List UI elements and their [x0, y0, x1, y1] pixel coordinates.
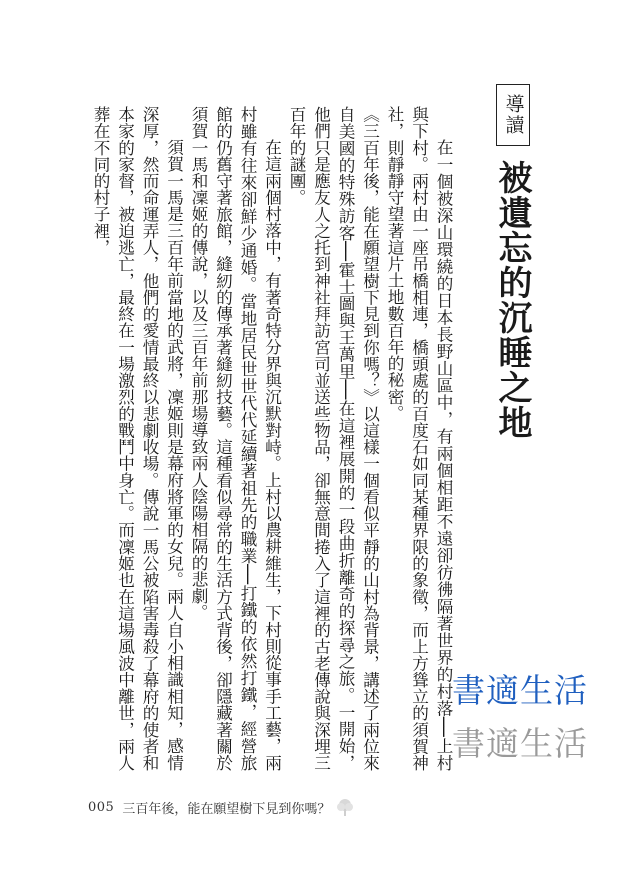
watermark-secondary: 書適生活	[452, 724, 588, 763]
page-footer	[88, 796, 356, 818]
section-label: 導讀	[502, 94, 525, 136]
chapter-title: 被遺忘的沉睡之地	[492, 160, 532, 440]
paragraph-4: 須賀一馬是三百年前當地的武將，凜姬則是幕府將軍的女兒。兩人自小相識相知，感情深厚，然而命運弄人，他們的愛情最終以悲劇收場。傳說一馬公被陷害毒殺了幕府的使者和本家的家督，被迫逃亡，最終在一場激烈的戰鬥中身亡。而凜姬也在這場風波中離世，兩人葬在不同的村子裡，	[91, 106, 184, 771]
watermark-primary: 書適生活	[452, 671, 588, 710]
tree-icon	[334, 796, 356, 818]
running-title: 三百年後，能在願望樹下見到你嗎？	[122, 801, 331, 817]
section-label-box	[496, 84, 530, 146]
paragraph-2: 《三百年後，能在願望樹下見到你嗎？》以這樣一個看似平靜的山村為背景，講述了兩位來自美國的特殊訪客──霍士圖與王萬里──在這裡展開的一段曲折離奇的探尋之旅。一開始，他們只是應友人之托到神社拜訪宮司並送些物品，卻無意間捲入了這裡的古老傳說與深埋三百年的謎團。	[287, 106, 380, 771]
paragraph-1: 在一個被深山環繞的日本長野山區中，有兩個相距不遠卻彷彿隔著世界的村落──上村與下村。兩村由一座吊橋相連，橋頭處的百度石如同某種界限的象徵，而上方聳立的須賀神社，則靜靜守望著這片土地數百年的秘密。	[385, 106, 453, 771]
body-text	[60, 106, 455, 771]
page-number: 005	[88, 799, 115, 815]
paragraph-3: 在這兩個村落中，有著奇特分界與沉默對峙。上村以農耕維生，下村則從事手工藝，兩村雖有往來卻鮮少通婚。當地居民世世代代延續著祖先的職業──打鐵的依然打鐵，經營旅館的仍舊守著旅館，縫紉的傳承著縫紉技藝。這種看似尋常的生活方式背後，卻隱藏著關於須賀一馬和凜姬的傳說，以及三百年前那場導致兩人陰陽相隔的悲劇。	[189, 106, 282, 771]
